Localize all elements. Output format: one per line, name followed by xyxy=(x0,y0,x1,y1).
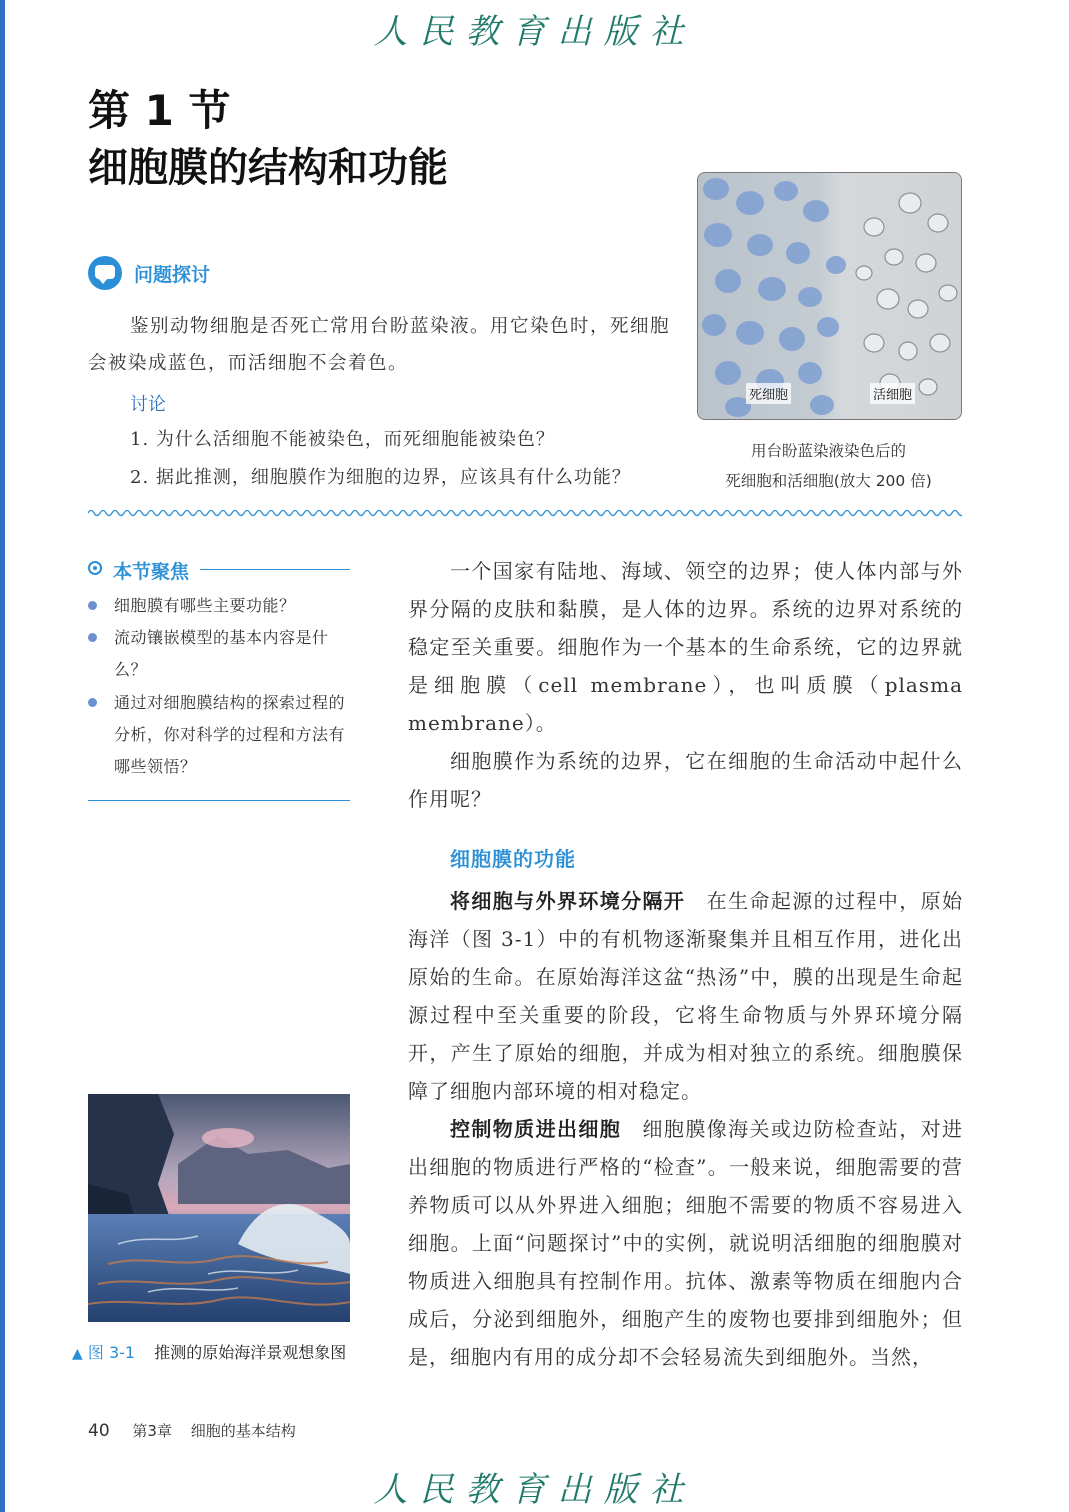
micrograph-caption xyxy=(697,436,960,496)
problem-title: 问题探讨 xyxy=(134,264,211,286)
primitive-ocean-painting xyxy=(88,1094,350,1322)
transport-text: 细胞膜像海关或边防检查站，对进出细胞的物质进行严格的“检查”。一般来说，细胞需要的营养物质可以从外界进入细胞；细胞不需要的物质不容易进入细胞。上面“问题探讨”中的实例，就说明活细胞的细胞膜对物质进入细胞具有控制作用。抗体、激素等物质在细胞内合成后，分泌到细胞外，细胞产生的废物也要排到细胞外；但是，细胞内有用的成分却不会轻易流失到细胞外。当然， xyxy=(408,1117,964,1369)
page-number: 40 xyxy=(88,1421,110,1441)
publisher-header: 人民教育出版社 xyxy=(373,12,696,52)
section-title: 细胞膜的结构和功能 xyxy=(88,145,448,191)
focus-item-3: 通过对细胞膜结构的探索过程的分析，你对科学的过程和方法有哪些领悟？ xyxy=(114,693,346,776)
discuss-label: 讨论 xyxy=(130,394,166,415)
separation-text: 在生命起源的过程中，原始海洋（图 3-1）中的有机物逐渐聚集并且相互作用，进化出原始的生命。在原始海洋这盆“热汤”中，膜的出现是生命起源过程中至关重要的阶段，它将生命物质与外界环境分隔开，产生了原始的细胞，并成为相对独立的系统。细胞膜保障了细胞内部环境的相对稳定。 xyxy=(408,889,964,1103)
publisher-footer: 人民教育出版社 xyxy=(373,1470,696,1510)
triangle-marker-icon: ▲ xyxy=(72,1346,83,1362)
transport-heading: 控制物质进出细胞 xyxy=(450,1117,622,1141)
focus-title: 本节聚焦 xyxy=(113,561,190,583)
micrograph-caption-line-1: 用台盼蓝染液染色后的 xyxy=(750,442,906,460)
ocean-illustration xyxy=(88,1094,350,1322)
main-paragraph-3 xyxy=(408,882,963,1110)
micrograph-caption-line-2: 死细胞和活细胞(放大 200 倍) xyxy=(725,472,932,490)
chapter-title: 细胞的基本结构 xyxy=(190,1422,296,1440)
section-number: 第 1 节 xyxy=(88,86,231,135)
separation-heading: 将细胞与外界环境分隔开 xyxy=(450,889,686,913)
focus-divider-bottom xyxy=(88,800,350,801)
chapter-number: 第3章 xyxy=(132,1422,172,1440)
chat-bubble-icon xyxy=(88,256,122,290)
left-edge-bar xyxy=(0,0,5,1512)
micrograph-image xyxy=(697,172,962,420)
problem-intro: 鉴别动物细胞是否死亡常用台盼蓝染液。用它染色时，死细胞会被染成蓝色，而活细胞不会着色。 xyxy=(88,316,671,374)
focus-bullet-1 xyxy=(88,601,97,610)
focus-divider-top xyxy=(200,569,350,570)
discussion-question-1: 1. 为什么活细胞不能被染色，而死细胞能被染色？ xyxy=(130,429,555,450)
micrograph-illustration xyxy=(698,173,961,419)
live-cell-label: 活细胞 xyxy=(870,383,915,404)
dead-cell-label: 死细胞 xyxy=(746,383,791,404)
focus-item-2: 流动镶嵌模型的基本内容是什么？ xyxy=(114,628,329,679)
focus-bullet-2 xyxy=(88,633,97,642)
target-icon xyxy=(88,561,102,575)
figure-caption-text: 推测的原始海洋景观想象图 xyxy=(154,1343,347,1362)
function-subheading: 细胞膜的功能 xyxy=(450,847,576,871)
figure-caption xyxy=(72,1340,346,1363)
main-text xyxy=(408,552,963,1376)
figure-number: 图 3-1 xyxy=(87,1343,136,1362)
page-footer xyxy=(88,1420,310,1441)
focus-item-1: 细胞膜有哪些主要功能？ xyxy=(114,596,296,615)
focus-bullet-3 xyxy=(88,698,97,707)
discussion-question-2: 2. 据此推测，细胞膜作为细胞的边界，应该具有什么功能？ xyxy=(130,467,631,488)
main-paragraph-1: 一个国家有陆地、海域、领空的边界；使人体内部与外界分隔的皮肤和黏膜，是人体的边界。系统的边界对系统的稳定至关重要。细胞作为一个基本的生命系统，它的边界就是细胞膜（cell membrane），也叫质膜（plasma membrane）。 xyxy=(408,559,963,735)
wave-divider xyxy=(88,506,962,520)
main-paragraph-2: 细胞膜作为系统的边界，它在细胞的生命活动中起什么作用呢？ xyxy=(408,749,963,811)
main-paragraph-4 xyxy=(408,1110,963,1376)
